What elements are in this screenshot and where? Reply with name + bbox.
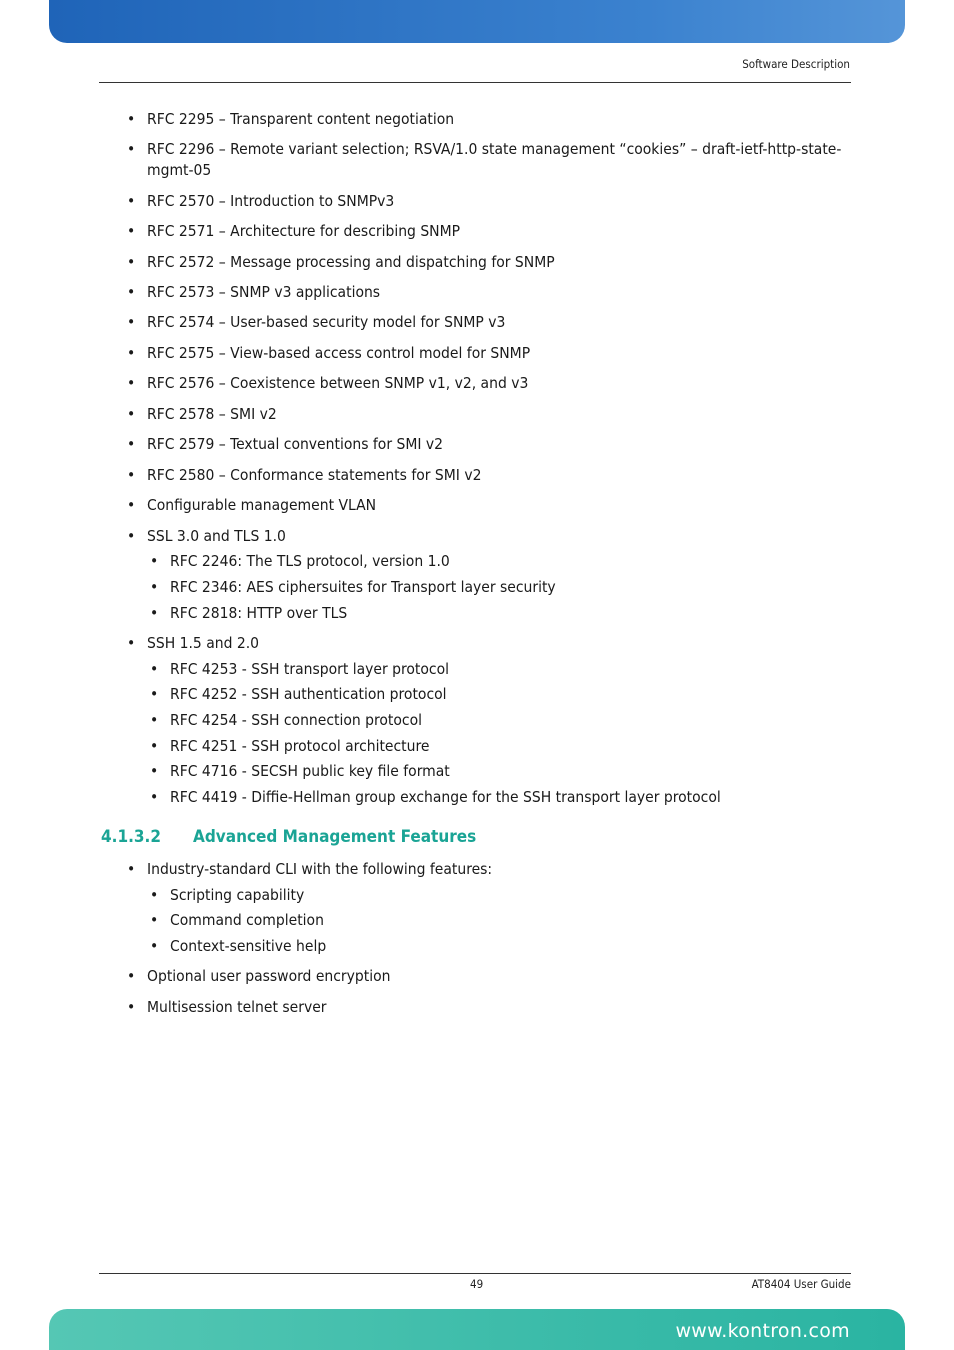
sub-list-item: • RFC 4254 - SSH connection protocol — [170, 710, 850, 731]
footer-rule — [99, 1273, 851, 1274]
list-item: • RFC 2571 – Architecture for describing SNMP — [147, 221, 852, 242]
list-item: • RFC 2574 – User-based security model for SNMP v3 — [147, 312, 852, 333]
header-band — [49, 0, 905, 43]
list-item: • RFC 2296 – Remote variant selection; RSVA/1.0 state management “cookies” – draft-ietf-http-state-mgmt-05 — [147, 139, 852, 181]
sub-list-item: • Command completion — [170, 910, 850, 931]
header-rule — [99, 82, 851, 83]
list-item: • RFC 2570 – Introduction to SNMPv3 — [147, 191, 852, 212]
sub-list-item: • RFC 4419 - Diffie-Hellman group exchange for the SSH transport layer protocol — [170, 787, 850, 808]
sub-list-item: • Context-sensitive help — [170, 936, 850, 957]
list-item: • RFC 2579 – Textual conventions for SMI v2 — [147, 434, 852, 455]
sub-list-item: • RFC 4252 - SSH authentication protocol — [170, 684, 850, 705]
page-number: 49 — [470, 1277, 484, 1291]
sub-list-item: • RFC 2246: The TLS protocol, version 1.0 — [170, 551, 850, 572]
list-item: • RFC 2572 – Message processing and dispatching for SNMP — [147, 252, 852, 273]
website-link[interactable]: www.kontron.com — [675, 1320, 850, 1342]
sub-list-item: • Scripting capability — [170, 885, 850, 906]
list-item: • Configurable management VLAN — [147, 495, 852, 516]
section-heading — [101, 827, 476, 847]
list-item-cli: • Industry-standard CLI with the following features: — [147, 859, 852, 880]
list-item-ssl: • SSL 3.0 and TLS 1.0 — [147, 526, 852, 547]
list-item: • Optional user password encryption — [147, 966, 852, 987]
sub-list-item: • RFC 4716 - SECSH public key file format — [170, 761, 850, 782]
list-item: • RFC 2576 – Coexistence between SNMP v1, v2, and v3 — [147, 373, 852, 394]
sub-list-item: • RFC 4251 - SSH protocol architecture — [170, 736, 850, 757]
list-item: • Multisession telnet server — [147, 997, 852, 1018]
list-item: • RFC 2575 – View-based access control model for SNMP — [147, 343, 852, 364]
footer-band — [49, 1309, 905, 1350]
list-item: • RFC 2578 – SMI v2 — [147, 404, 852, 425]
document-title: AT8404 User Guide — [751, 1277, 851, 1291]
sub-list-item: • RFC 4253 - SSH transport layer protocol — [170, 659, 850, 680]
sub-list-item: • RFC 2818: HTTP over TLS — [170, 603, 850, 624]
section-number: 4.1.3.2 — [101, 827, 161, 847]
list-item: • RFC 2295 – Transparent content negotiation — [147, 109, 852, 130]
list-item: • RFC 2580 – Conformance statements for SMI v2 — [147, 465, 852, 486]
section-title: Advanced Management Features — [193, 827, 477, 847]
list-item-ssh: • SSH 1.5 and 2.0 — [147, 633, 852, 654]
running-header: Software Description — [742, 57, 850, 71]
list-item: • RFC 2573 – SNMP v3 applications — [147, 282, 852, 303]
sub-list-item: • RFC 2346: AES ciphersuites for Transport layer security — [170, 577, 850, 598]
